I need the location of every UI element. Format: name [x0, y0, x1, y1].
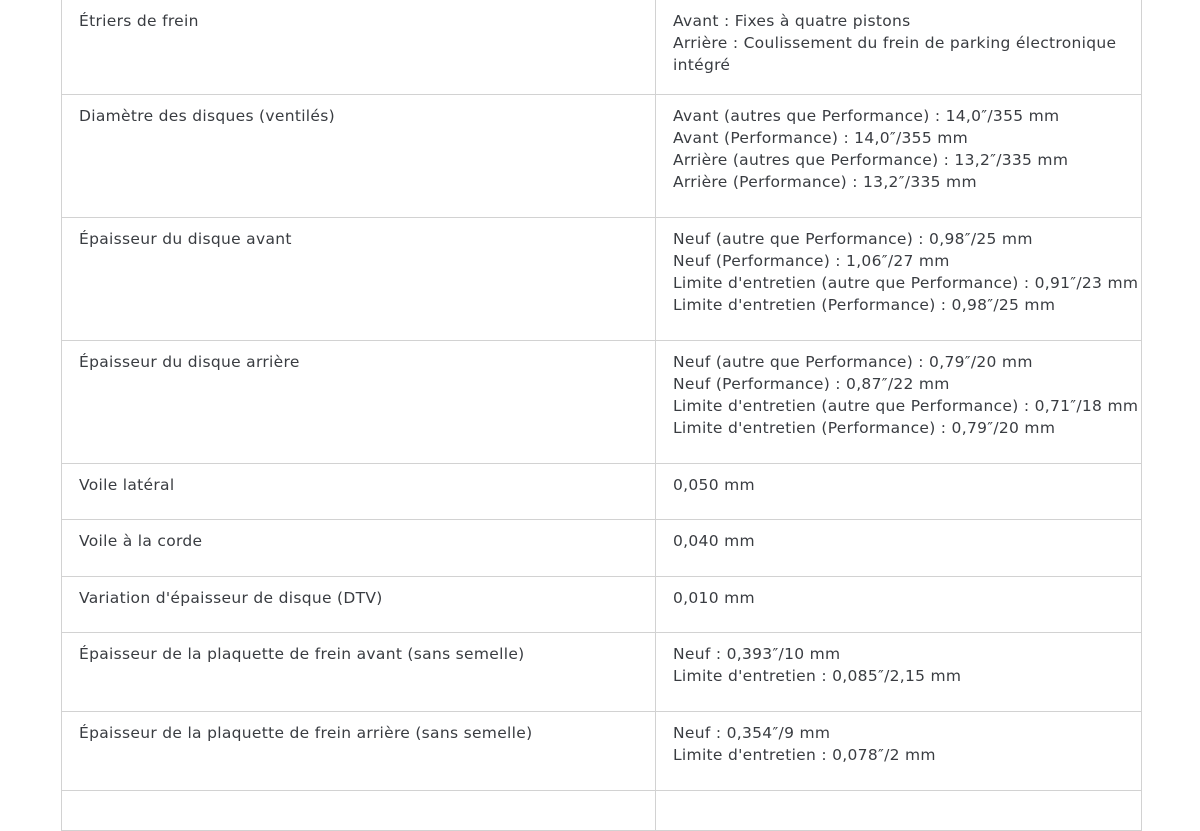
spec-value-line: Arrière (Performance) : 13,2″/335 mm	[673, 173, 977, 191]
spec-label-cell	[62, 95, 656, 218]
spec-value-line: Avant : Fixes à quatre pistons	[673, 12, 911, 30]
spec-label: Voile à la corde	[79, 532, 203, 550]
spec-label: Épaisseur du disque avant	[79, 230, 292, 248]
spec-value-cell	[656, 0, 1142, 95]
table-row	[62, 712, 1142, 791]
spec-label: Voile latéral	[79, 476, 175, 494]
spec-value-line: Limite d'entretien : 0,078″/2 mm	[673, 746, 936, 764]
spec-value-cell	[656, 791, 1142, 831]
spec-value-cell	[656, 633, 1142, 712]
spec-value-line: Limite d'entretien (Performance) : 0,79″/20 mm	[673, 419, 1056, 437]
spec-label-cell	[62, 520, 656, 577]
spec-value-cell	[656, 218, 1142, 341]
spec-value-line: Avant (Performance) : 14,0″/355 mm	[673, 129, 969, 147]
spec-value-cell	[656, 520, 1142, 577]
spec-value-line: Limite d'entretien (Performance) : 0,98″/25 mm	[673, 296, 1056, 314]
spec-label: Épaisseur du disque arrière	[79, 353, 300, 371]
spec-label-cell	[62, 577, 656, 633]
spec-value-line: Neuf : 0,393″/10 mm	[673, 645, 841, 663]
table-row	[62, 95, 1142, 218]
spec-label: Épaisseur de la plaquette de frein arrière (sans semelle)	[79, 724, 533, 742]
spec-label-cell	[62, 712, 656, 791]
table-row	[62, 0, 1142, 95]
spec-label-cell	[62, 633, 656, 712]
table-row	[62, 577, 1142, 633]
spec-value-cell	[656, 712, 1142, 791]
spec-value-cell	[656, 95, 1142, 218]
spec-label: Variation d'épaisseur de disque (DTV)	[79, 589, 383, 607]
table-row	[62, 791, 1142, 831]
table-row	[62, 341, 1142, 464]
spec-value-line: Limite d'entretien (autre que Performance) : 0,91″/23 mm	[673, 274, 1139, 292]
spec-value-line: 0,040 mm	[673, 532, 755, 550]
spec-label-cell	[62, 464, 656, 520]
spec-label: Diamètre des disques (ventilés)	[79, 107, 335, 125]
spec-value-cell	[656, 577, 1142, 633]
spec-value-line: 0,010 mm	[673, 589, 755, 607]
spec-value-line: Limite d'entretien : 0,085″/2,15 mm	[673, 667, 962, 685]
spec-value-line: Neuf : 0,354″/9 mm	[673, 724, 831, 742]
table-row	[62, 218, 1142, 341]
spec-label-cell	[62, 791, 656, 831]
spec-value-line: Avant (autres que Performance) : 14,0″/355 mm	[673, 107, 1060, 125]
spec-label: Étriers de frein	[79, 12, 199, 30]
spec-value-cell	[656, 341, 1142, 464]
spec-label-cell	[62, 218, 656, 341]
brake-specifications-table	[61, 0, 1142, 831]
spec-value-line: Neuf (autre que Performance) : 0,98″/25 mm	[673, 230, 1033, 248]
table-row	[62, 464, 1142, 520]
spec-value-line: Arrière (autres que Performance) : 13,2″/335 mm	[673, 151, 1069, 169]
spec-value-cell	[656, 464, 1142, 520]
spec-value-line: Arrière : Coulissement du frein de parking électronique intégré	[673, 34, 1117, 74]
spec-label-cell	[62, 341, 656, 464]
spec-value-line: Limite d'entretien (autre que Performance) : 0,71″/18 mm	[673, 397, 1139, 415]
table-row	[62, 520, 1142, 577]
spec-value-line: Neuf (autre que Performance) : 0,79″/20 mm	[673, 353, 1033, 371]
spec-value-line: 0,050 mm	[673, 476, 755, 494]
spec-label-cell	[62, 0, 656, 95]
table-row	[62, 633, 1142, 712]
spec-value-line: Neuf (Performance) : 1,06″/27 mm	[673, 252, 950, 270]
spec-value-line: Neuf (Performance) : 0,87″/22 mm	[673, 375, 950, 393]
spec-label: Épaisseur de la plaquette de frein avant (sans semelle)	[79, 645, 525, 663]
